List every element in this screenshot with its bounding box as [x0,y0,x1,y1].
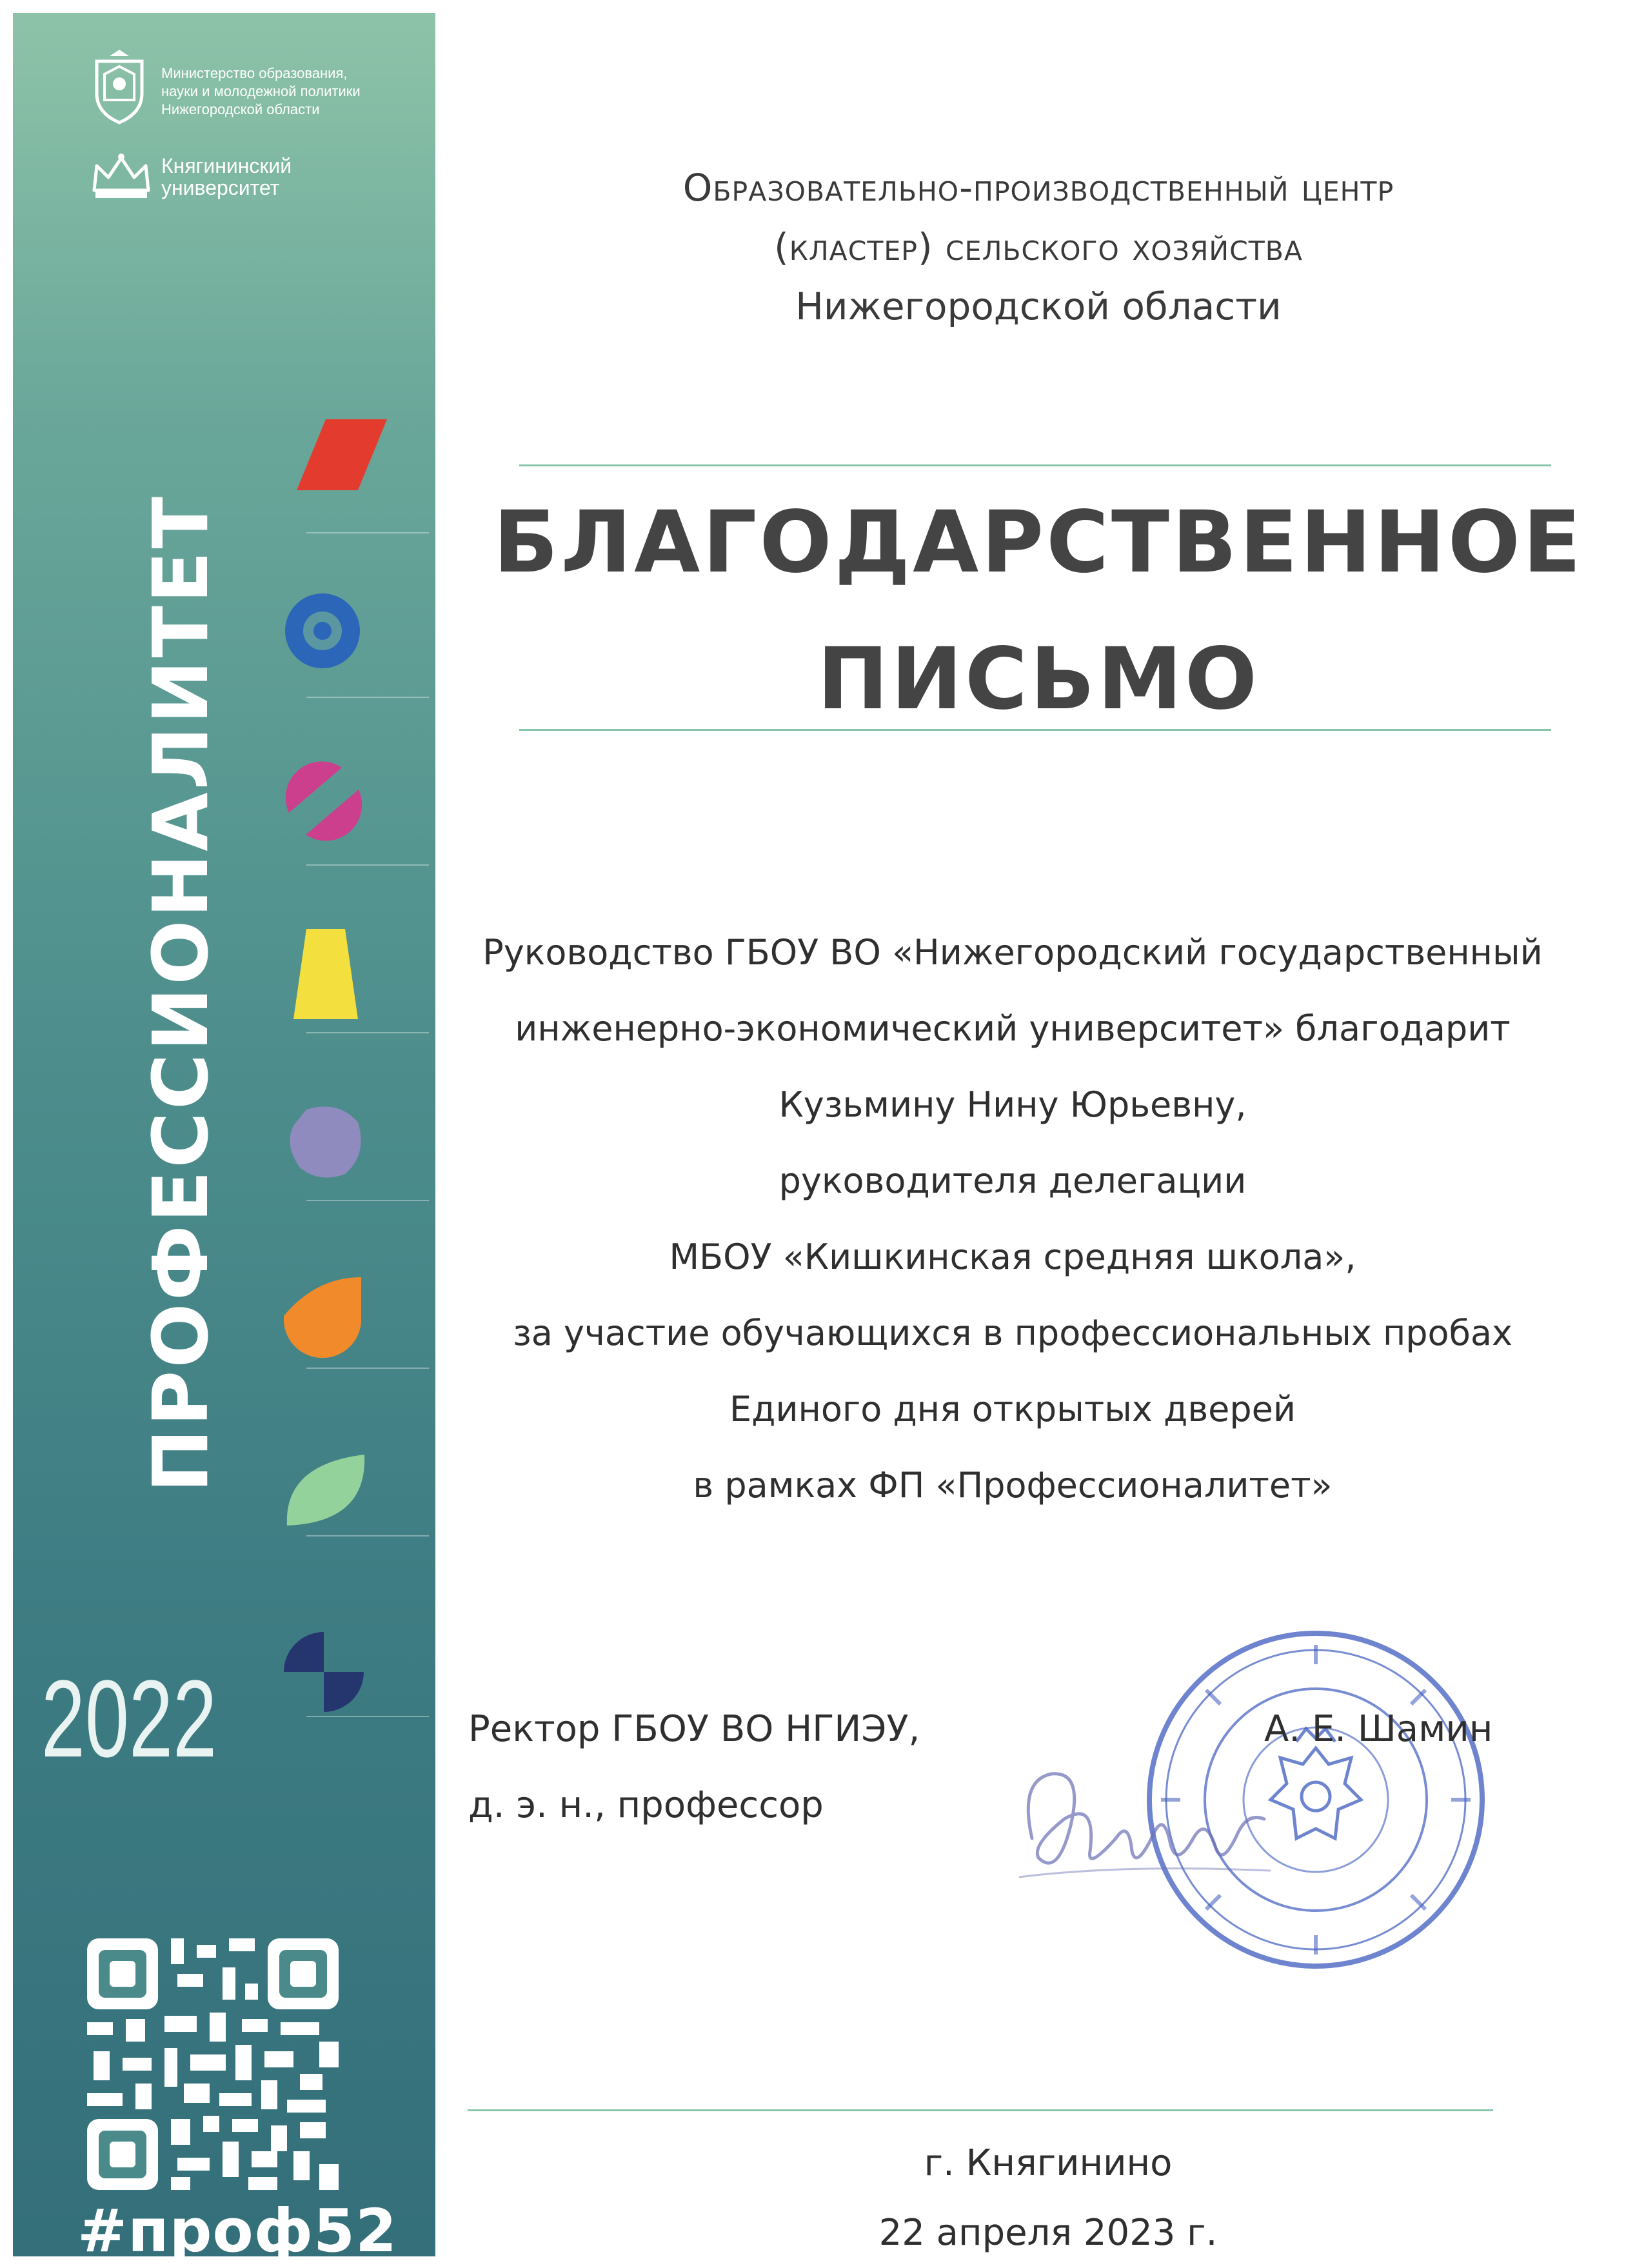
hashtag-label: #проф52 [77,2196,398,2265]
university-name: Княгининский университет [161,154,292,199]
separator-line [306,1716,429,1717]
green-leaf-icon [284,1451,368,1529]
divider-top [519,464,1551,466]
organization-header: Образовательно-производственный центр (кластер) сельского хозяйства Нижегородской области [682,166,1394,328]
letter-title: БЛАГОДАРСТВЕННОЕ ПИСЬМО [493,493,1584,729]
red-parallelogram-icon [297,419,387,490]
ministry-name: Министерство образования, науки и молодежной политики Нижегородской области [161,65,361,117]
qr-code-icon [87,1938,339,2190]
navy-quarter-circle-icon [284,1632,364,1712]
separator-line [306,864,429,866]
separator-line [306,1535,429,1537]
separator-line [306,532,429,533]
signer-name: А. Е. Шамин [1264,1708,1493,1750]
yellow-shape-icon [293,929,358,1019]
divider-middle [519,729,1551,731]
ministry-emblem-icon [90,48,148,126]
city-label: г. Княгинино [924,2142,1173,2184]
orange-drop-icon [284,1277,368,1361]
separator-line [306,1032,429,1033]
separator-line [306,1368,429,1369]
sidebar-banner [13,13,435,2265]
blue-target-icon [285,593,360,668]
signer-position: Ректор ГБОУ ВО НГИЭУ, д. э. н., профессор [468,1708,920,1826]
magenta-split-circle-icon [284,761,364,841]
year-label: 2022 [41,1658,217,1780]
crown-icon [89,152,154,203]
letter-footer [871,2129,1225,2268]
lavender-blob-icon [287,1103,364,1180]
signature-icon [993,1742,1290,1909]
letter-body: Руководство ГБОУ ВО «Нижегородский государственный инженерно-экономический университет» благодарит Кузьмину Нину Юрьевну, руководителя делегации МБОУ «Кишкинская средняя школа», за участие обучающихся в профессиональных пробах Единого дня открытых дверей в рамках ФП «Профессионалитет» [482,932,1543,1506]
separator-line [306,1200,429,1201]
divider-bottom [468,2109,1493,2111]
date-label: 22 апреля 2023 г. [878,2212,1218,2254]
vertical-title: ПРОФЕССИОНАЛИТЕТ [136,494,225,1493]
separator-line [306,697,429,698]
